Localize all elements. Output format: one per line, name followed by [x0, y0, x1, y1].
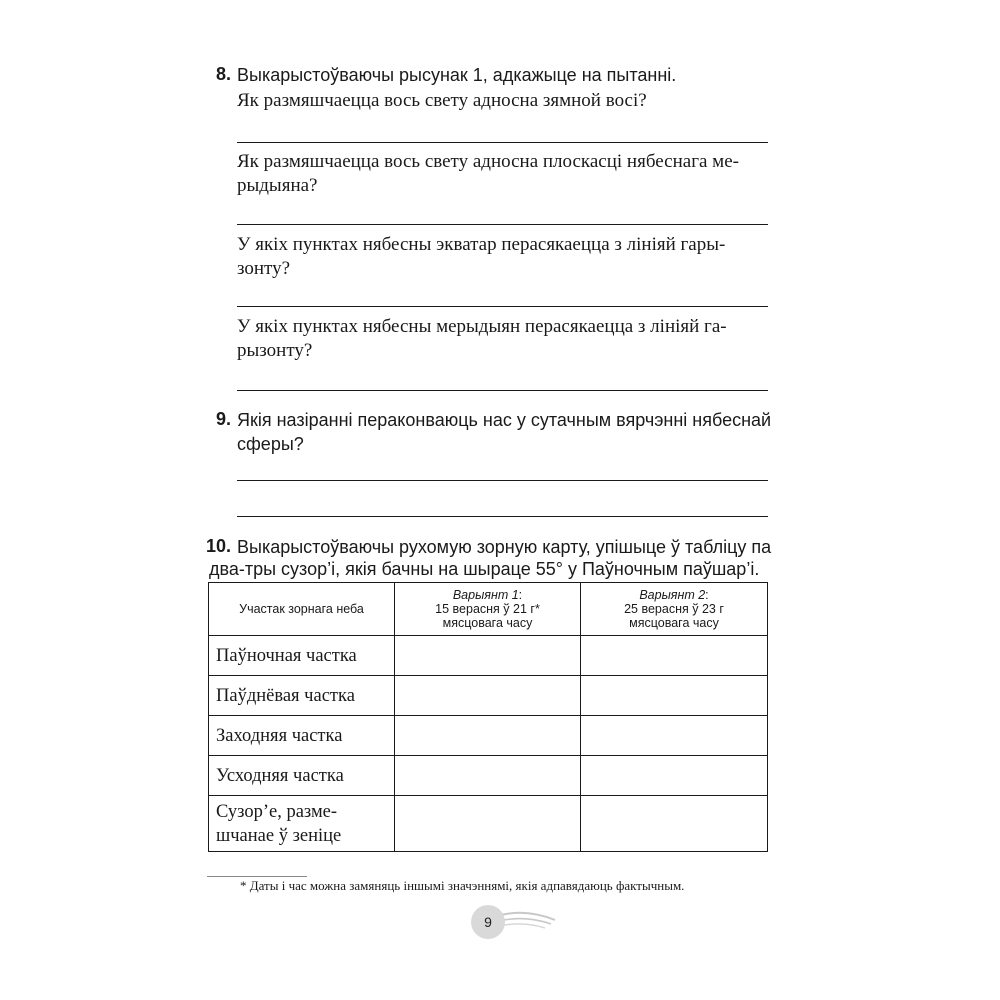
- variant-2-date: 25 верасня ў 23 г: [624, 602, 724, 616]
- variant-1-time-note: мясцовага часу: [442, 616, 533, 630]
- question-8-sub4-line1: У якіх пунктах нябесны мерыдыян перасякаецца з лініяй га-: [237, 316, 727, 337]
- question-8-intro: Выкарыстоўваючы рысунак 1, адкажыце на пытанні.: [237, 65, 677, 85]
- page-number: 9: [484, 914, 492, 930]
- answer-cell[interactable]: [581, 756, 768, 796]
- answer-cell[interactable]: [395, 796, 581, 852]
- row-label-west: Заходняя частка: [209, 716, 395, 756]
- answer-line[interactable]: [237, 480, 768, 481]
- footnote: * Даты і час можна замяняць іншымі значэннямі, якія адпавядаюць фактычным.: [240, 878, 685, 893]
- answer-cell[interactable]: [395, 676, 581, 716]
- answer-cell[interactable]: [581, 636, 768, 676]
- answer-cell[interactable]: [395, 756, 581, 796]
- question-8-number: 8.: [216, 64, 232, 84]
- row-label-south: Паўднёвая частка: [209, 676, 395, 716]
- variant-2-time-note: мясцовага часу: [629, 616, 719, 630]
- answer-cell[interactable]: [395, 716, 581, 756]
- question-8-sub3-line1: У якіх пунктах нябесны экватар перасякаецца з лініяй гары-: [237, 234, 726, 255]
- table-header-row: [209, 583, 768, 636]
- variant-1-label: Варыянт 1: [452, 588, 519, 602]
- header-variant-1: Варыянт 1: 15 верасня ў 21 г* мясцовага часу: [395, 583, 581, 636]
- question-10-number: 10.: [206, 536, 232, 556]
- question-10-line1: Выкарыстоўваючы рухомую зорную карту, упішыце ў табліцу па: [237, 537, 772, 557]
- question-9-number: 9.: [216, 409, 232, 429]
- question-8-sub2-line2: рыдыяна?: [237, 175, 318, 196]
- header-sky-region: Участак зорнага неба: [209, 583, 395, 636]
- question-8-sub2-line1: Як размяшчаецца вось свету адносна плоскасці нябеснага ме-: [237, 151, 739, 172]
- variant-1-date: 15 верасня ў 21 г*: [435, 602, 540, 616]
- row-label-east: Усходняя частка: [209, 756, 395, 796]
- question-8-sub4-line2: рызонту?: [237, 340, 313, 361]
- table-row: [209, 716, 768, 756]
- answer-cell[interactable]: [581, 716, 768, 756]
- variant-2-label: Варыянт 2: [639, 588, 706, 602]
- answer-cell[interactable]: [581, 676, 768, 716]
- answer-line[interactable]: [237, 306, 768, 307]
- header-variant-2: Варыянт 2: 25 верасня ў 23 г мясцовага часу: [581, 583, 768, 636]
- row-label-zenith: Сузор’е, разме- шчанае ў зеніце: [209, 796, 395, 852]
- question-9-line1: Якія назіранні пераконваюць нас у сутачным вярчэнні нябеснай: [237, 410, 772, 430]
- answer-line[interactable]: [237, 224, 768, 225]
- table-row: [209, 796, 768, 852]
- row-label-north: Паўночная частка: [209, 636, 395, 676]
- constellations-table: [208, 582, 768, 852]
- question-8-sub1: Як размяшчаецца вось свету адносна зямной восі?: [237, 90, 647, 111]
- footnote-divider: [207, 876, 307, 877]
- table-row: [209, 756, 768, 796]
- table-row: [209, 636, 768, 676]
- answer-cell[interactable]: [581, 796, 768, 852]
- answer-line[interactable]: [237, 516, 768, 517]
- question-10-line2: два-тры сузор’і, якія бачны на шыраце 55° у Паўночным паўшар’і.: [209, 559, 760, 579]
- question-8-sub3-line2: зонту?: [237, 258, 291, 279]
- question-9-line2: сферы?: [237, 434, 304, 454]
- table-row: [209, 676, 768, 716]
- answer-line[interactable]: [237, 142, 768, 143]
- answer-cell[interactable]: [395, 636, 581, 676]
- answer-line[interactable]: [237, 390, 768, 391]
